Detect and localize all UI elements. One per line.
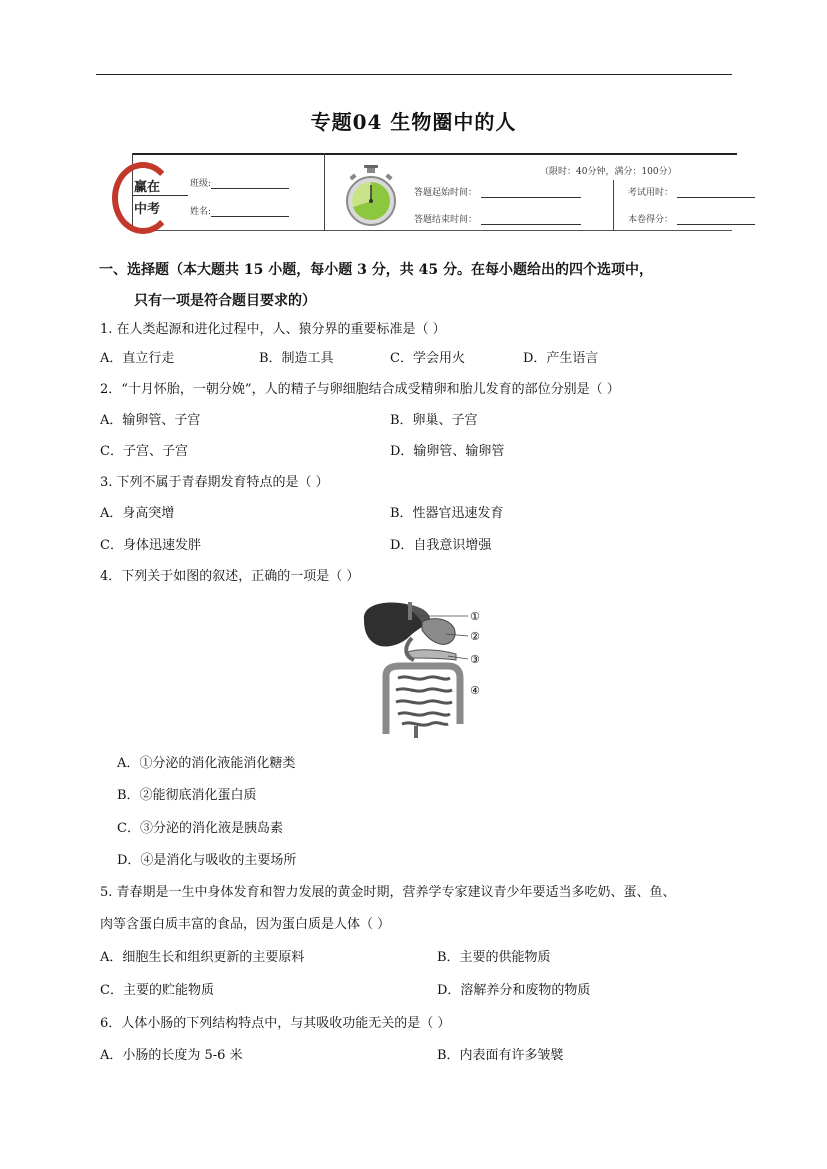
- figure-label-3: ③: [470, 653, 480, 666]
- figure-label-2: ②: [470, 630, 480, 643]
- q2-option-a[interactable]: A．输卵管、子宫: [100, 413, 201, 428]
- question-5-stem-line1: 5. 青春期是一生中身体发育和智力发展的黄金时期，营养学专家建议青少年要适当多吃奶、蛋、鱼、: [100, 885, 676, 900]
- q1-option-b[interactable]: B．制造工具: [259, 351, 334, 366]
- figure-label-4: ④: [470, 684, 480, 697]
- q6-option-b[interactable]: B．内表面有许多皱襞: [437, 1048, 564, 1063]
- class-field: [190, 176, 289, 189]
- figure-label-1: ①: [470, 610, 480, 623]
- q3-option-a[interactable]: A．身高突增: [100, 506, 175, 521]
- start-time-blank[interactable]: [481, 187, 581, 198]
- duration-label: 考试用时：: [628, 188, 674, 198]
- question-6-stem: 6．人体小肠的下列结构特点中，与其吸收功能无关的是（ ）: [100, 1016, 451, 1031]
- q3-option-d[interactable]: D．自我意识增强: [390, 538, 492, 553]
- header-divider-right: [613, 180, 614, 230]
- q4-option-b[interactable]: B．②能彻底消化蛋白质: [117, 788, 257, 803]
- stopwatch-icon: [344, 165, 398, 227]
- class-blank[interactable]: [211, 178, 289, 189]
- q4-option-a[interactable]: A．①分泌的消化液能消化糖类: [117, 756, 296, 771]
- duration-field: [628, 185, 755, 198]
- header-top-line: [132, 153, 737, 155]
- digestive-system-figure: [356, 596, 496, 738]
- question-1-stem: 1. 在人类起源和进化过程中，人、猿分界的重要标准是（ ）: [100, 322, 446, 337]
- class-label: 班级:: [190, 179, 212, 189]
- q1-option-a[interactable]: A．直立行走: [100, 351, 175, 366]
- q5-option-a[interactable]: A．细胞生长和组织更新的主要原料: [100, 950, 305, 965]
- name-blank[interactable]: [211, 206, 289, 217]
- score-field: [628, 212, 755, 225]
- end-time-field: [414, 212, 581, 225]
- end-time-label: 答题结束时间：: [414, 215, 478, 225]
- start-time-field: [414, 185, 581, 198]
- q3-option-c[interactable]: C．身体迅速发胖: [100, 538, 201, 553]
- question-3-stem: 3. 下列不属于青春期发育特点的是（ ）: [100, 475, 329, 490]
- end-time-blank[interactable]: [481, 214, 581, 225]
- section-heading-line2: 只有一项是符合题目要求的）: [134, 293, 316, 309]
- q6-option-a[interactable]: A．小肠的长度为 5-6 米: [100, 1048, 243, 1063]
- q5-option-c[interactable]: C．主要的贮能物质: [100, 983, 214, 998]
- q2-option-c[interactable]: C．子宫、子宫: [100, 444, 188, 459]
- page-title: 专题04 生物圈中的人: [310, 110, 517, 134]
- name-field: [190, 204, 289, 217]
- top-rule: [96, 74, 732, 75]
- q5-option-b[interactable]: B．主要的供能物质: [437, 950, 551, 965]
- question-5-stem-line2: 肉等含蛋白质丰富的食品，因为蛋白质是人体（ ）: [100, 917, 391, 932]
- q1-option-c[interactable]: C．学会用火: [390, 351, 465, 366]
- q1-option-d[interactable]: D．产生语言: [523, 351, 599, 366]
- header-divider-mid: [324, 153, 325, 231]
- q5-option-d[interactable]: D．溶解养分和废物的物质: [437, 983, 591, 998]
- logo-text-top: 赢在: [134, 180, 161, 195]
- logo-divider: [132, 195, 188, 196]
- duration-blank[interactable]: [677, 187, 755, 198]
- q4-option-d[interactable]: D．④是消化与吸收的主要场所: [117, 853, 297, 868]
- question-4-stem: 4．下列关于如图的叙述，正确的一项是（ ）: [100, 569, 360, 584]
- section-heading-line1: 一、选择题（本大题共 15 小题，每小题 3 分，共 45 分。在每小题给出的四个选项中，: [99, 262, 653, 278]
- q4-option-c[interactable]: C．③分泌的消化液是胰岛素: [117, 821, 283, 836]
- score-label: 本卷得分：: [628, 215, 674, 225]
- start-time-label: 答题起始时间：: [414, 188, 478, 198]
- time-limit-note: （限时：40分钟，满分：100分）: [540, 167, 677, 177]
- logo-text-bottom: 中考: [134, 202, 161, 217]
- score-blank[interactable]: [677, 214, 755, 225]
- question-2-stem: 2．“十月怀胎，一朝分娩”，人的精子与卵细胞结合成受精卵和胎儿发育的部位分别是（ ）: [100, 382, 620, 397]
- name-label: 姓名:: [190, 207, 212, 217]
- q2-option-d[interactable]: D．输卵管、输卵管: [390, 444, 505, 459]
- logo: [112, 160, 192, 230]
- header-bottom-line: [132, 230, 732, 231]
- q3-option-b[interactable]: B．性器官迅速发育: [390, 506, 504, 521]
- q2-option-b[interactable]: B．卵巢、子宫: [390, 413, 478, 428]
